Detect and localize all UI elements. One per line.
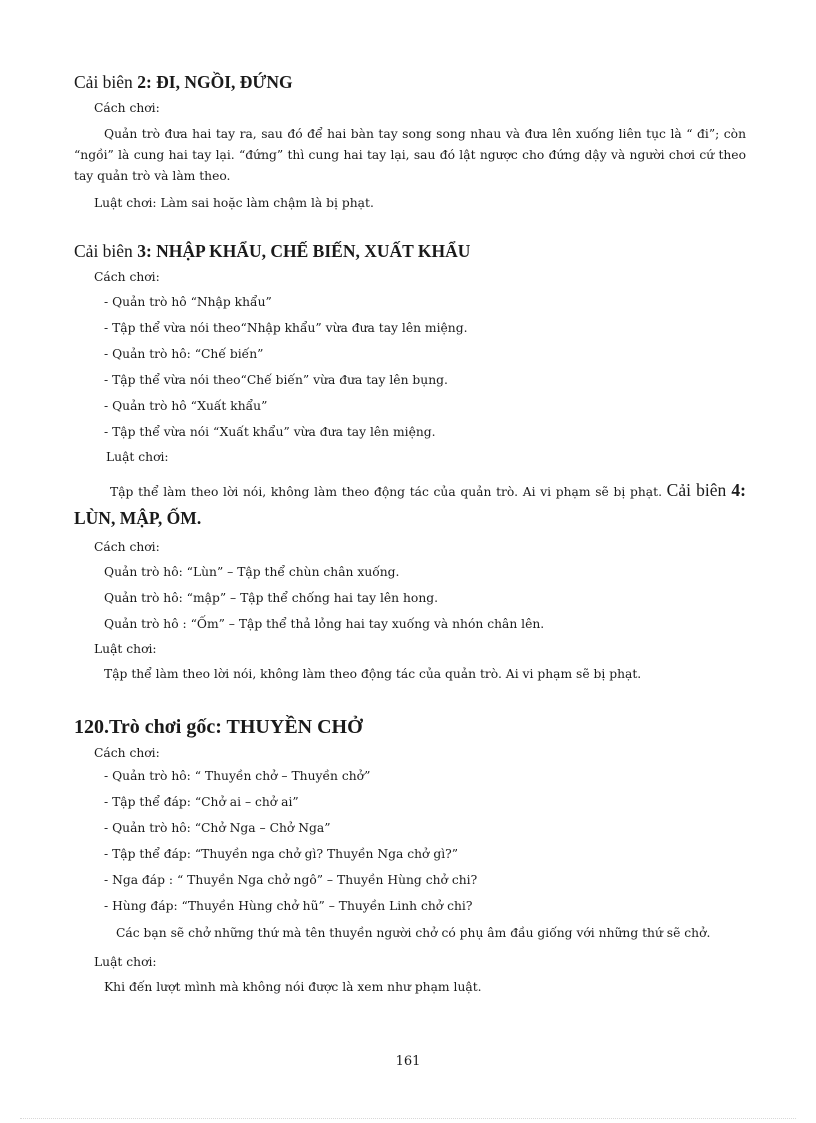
section-4-title-prefix: Cải biên [666, 480, 732, 500]
section-3-list [74, 289, 746, 445]
section-2-description: Quản trò đưa hai tay ra, sau đó để hai bàn tay song song nhau và đưa lên xuống liên tục là “ đi”; còn “ngồi” là cung hai tay lại. “đứng” thì cung hai tay lại, sau đó lật ngược cho đứng dậy và người chơi cứ theo tay quản trò và làm theo. [74, 127, 746, 183]
list-item: - Tập thể đáp: “Thuyền nga chở gì? Thuyền Nga chở gì?” [104, 847, 459, 861]
section-4-rule-text: Tập thể làm theo lời nói, không làm theo động tác của quản trò. Ai vi phạm sẽ bị phạt. [104, 667, 642, 681]
section-120-rule-label: Luật chơi: [94, 955, 157, 969]
section-3-title [74, 239, 746, 263]
section-3-title-rest: 3: NHẬP KHẨU, CHẾ BIẾN, XUẤT KHẨU [137, 241, 471, 261]
list-item: - Quản trò hô “Nhập khẩu” [104, 295, 272, 309]
list-item: - Quản trò hô: “Chế biến” [104, 347, 264, 361]
list-item: Quản trò hô: “mập” – Tập thể chống hai tay lên hong. [104, 591, 439, 605]
footer-dotted-line [20, 1118, 796, 1119]
list-item: - Tập thể vừa nói theo“Nhập khẩu” vừa đưa tay lên miệng. [104, 321, 468, 335]
section-120-description: Các bạn sẽ chở những thứ mà tên thuyền người chở có phụ âm đầu giống với những thứ sẽ chở. [116, 926, 711, 940]
section-4-list [74, 559, 746, 637]
section-2-title [74, 70, 746, 94]
list-item: - Quản trò hô: “ Thuyền chở – Thuyền chở” [104, 769, 371, 783]
list-item: - Quản trò hô “Xuất khẩu” [104, 399, 268, 413]
list-item: - Tập thể đáp: “Chở ai – chở ai” [104, 795, 299, 809]
section-3-rule-text: Tập thể làm theo lời nói, không làm theo động tác của quản trò. Ai vi phạm sẽ bị phạt. [110, 485, 662, 499]
section-4-how-label: Cách chơi: [94, 540, 160, 554]
section-120-rule-text: Khi đến lượt mình mà không nói được là xem như phạm luật. [104, 980, 482, 994]
list-item: Quản trò hô : “Ốm” – Tập thể thả lỏng hai tay xuống và nhón chân lên. [104, 617, 545, 631]
page-number: 161 [395, 1054, 421, 1069]
section-2-title-rest: 2: ĐI, NGỒI, ĐỨNG [137, 72, 293, 92]
list-item: Quản trò hô: “Lùn” – Tập thể chùn chân xuống. [104, 565, 400, 579]
section-3-title-prefix: Cải biên [74, 241, 138, 261]
section-4-title-rest: 4: LÙN, MẬP, ỐM. [74, 480, 746, 528]
section-2-title-prefix: Cải biên [74, 72, 138, 92]
list-item: - Nga đáp : “ Thuyền Nga chở ngô” – Thuyền Hùng chở chi? [104, 873, 478, 887]
list-item: - Quản trò hô: “Chở Nga – Chở Nga” [104, 821, 331, 835]
list-item: - Tập thể vừa nói theo“Chế biến” vừa đưa tay lên bụng. [104, 373, 448, 387]
section-120-list [74, 763, 746, 919]
section-120-how-label: Cách chơi: [94, 746, 160, 760]
section-4-rule-label: Luật chơi: [94, 642, 157, 656]
document-page [74, 70, 746, 1000]
section-3-rule-label: Luật chơi: [106, 450, 169, 464]
section-2-rule: Luật chơi: Làm sai hoặc làm chậm là bị phạt. [94, 196, 374, 210]
list-item: - Hùng đáp: “Thuyền Hùng chở hũ” – Thuyền Linh chở chi? [104, 899, 473, 913]
section-3-how-label: Cách chơi: [94, 270, 160, 284]
section-3-rule-and-section-4-title [74, 477, 746, 533]
section-2-how-label: Cách chơi: [94, 101, 160, 115]
list-item: - Tập thể vừa nói “Xuất khẩu” vừa đưa tay lên miệng. [104, 425, 436, 439]
section-120-title: 120.Trò chơi gốc: THUYỀN CHỞ [74, 716, 363, 738]
